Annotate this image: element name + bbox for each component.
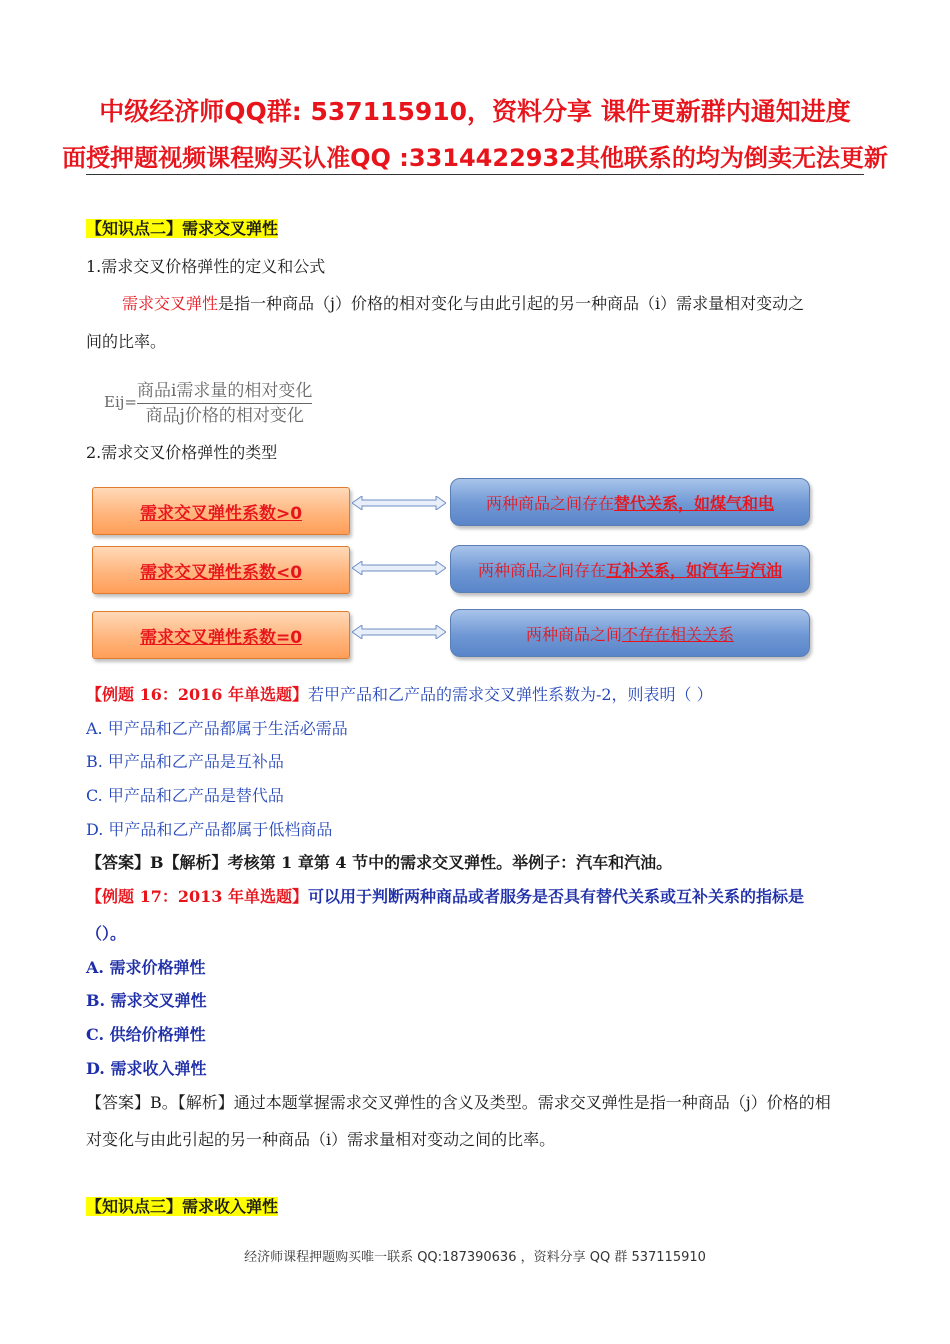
q16-option-c: C. 甲产品和乙产品是替代品 (86, 786, 284, 805)
relation-text: 两种商品之间 (525, 624, 622, 644)
formula-denominator: 商品j价格的相对变化 (145, 406, 304, 426)
formula-lhs: Eij= (104, 393, 137, 411)
q17-question: 可以用于判断两种商品或者服务是否具有替代关系或互补关系的指标是 (307, 887, 804, 906)
section-1-heading: 1.需求交叉价格弹性的定义和公式 (86, 257, 326, 276)
q17-analysis-text: 通过本题掌握需求交叉弹性的含义及类型。需求交叉弹性是指一种商品（j）价格的相 (233, 1093, 831, 1112)
kp2-title-main: 需求交叉弹性 (182, 219, 279, 238)
q16-answer-value: B (150, 853, 164, 872)
q16-analysis-label: 【解析】 (163, 853, 228, 872)
definition-text-1: 是指一种商品（j）价格的相对变化与由此引起的另一种商品（i）需求量相对变动之 (218, 294, 805, 313)
q16-question: 若甲产品和乙产品的需求交叉弹性系数为-2，则表明（ ） (307, 685, 713, 704)
double-arrow-icon (352, 561, 446, 575)
fraction-bar (137, 403, 312, 404)
relation-text: 两种商品之间存在 (477, 560, 606, 580)
definition-line-1 (122, 294, 804, 314)
kp3-title (86, 1197, 278, 1217)
formula-numerator: 商品i需求量的相对变化 (137, 381, 313, 401)
q16-option-d: D. 甲产品和乙产品都属于低档商品 (86, 820, 333, 839)
header-divider (86, 174, 864, 175)
q17-analysis-label: 【解析】 (177, 1093, 234, 1112)
definition-term: 需求交叉弹性 (122, 294, 219, 313)
relation-box-none (450, 609, 810, 657)
q16-option-a: A. 甲产品和乙产品都属于生活必需品 (86, 719, 348, 738)
q17-option-d: D. 需求收入弹性 (86, 1059, 207, 1078)
q17-answer (86, 1093, 831, 1113)
type-box-zero: 需求交叉弹性系数=0 (92, 611, 350, 659)
kp2-title-prefix: 【知识点二】 (86, 219, 183, 238)
q17-option-c: C. 供给价格弹性 (86, 1025, 206, 1044)
header-line-2: 面授押题视频课程购买认准QQ :3314422932其他联系的均为倒卖无法更新 (62, 144, 888, 172)
q17-option-b: B. 需求交叉弹性 (86, 991, 207, 1010)
q17-answer-value: B。 (150, 1093, 178, 1112)
page-footer: 经济师课程押题购买唯一联系 QQ:187390636 ，资料分享 QQ 群 537115910 (244, 1250, 706, 1265)
type-box-negative: 需求交叉弹性系数<0 (92, 546, 350, 594)
double-arrow-icon (352, 496, 446, 510)
q17-label: 【例题 17：2013 年单选题】 (86, 887, 308, 906)
definition-line-2: 间的比率。 (86, 332, 167, 351)
q17-question-cont: （）。 (86, 924, 127, 943)
section-2-heading: 2.需求交叉价格弹性的类型 (86, 443, 278, 462)
type-box-positive: 需求交叉弹性系数>0 (92, 487, 350, 535)
q16-answer (86, 853, 672, 873)
relation-box-substitute (450, 478, 810, 526)
relation-type: 不存在相关关系 (622, 624, 735, 644)
relation-box-complement (450, 545, 810, 593)
q17-stem (86, 887, 804, 907)
q17-option-a: A. 需求价格弹性 (86, 958, 206, 977)
double-arrow-icon (352, 625, 446, 639)
formula-fraction (137, 380, 312, 427)
q17-answer-label: 【答案】 (86, 1093, 151, 1112)
kp3-title-prefix: 【知识点三】 (86, 1197, 183, 1216)
kp3-title-main: 需求收入弹性 (182, 1197, 279, 1216)
relation-type: 替代关系，如煤气和电 (614, 493, 775, 513)
q17-analysis-cont: 对变化与由此引起的另一种商品（i）需求量相对变动之间的比率。 (86, 1130, 556, 1149)
kp2-title (86, 219, 278, 239)
relation-text: 两种商品之间存在 (485, 493, 614, 513)
q16-option-b: B. 甲产品和乙产品是互补品 (86, 752, 284, 771)
q16-analysis-text: 考核第 1 章第 4 节中的需求交叉弹性。举例子：汽车和汽油。 (227, 853, 673, 872)
q16-label: 【例题 16：2016 年单选题】 (86, 685, 308, 704)
q16-stem (86, 685, 713, 705)
header-line-1: 中级经济师QQ群: 537115910，资料分享 课件更新群内通知进度 (99, 97, 851, 126)
relation-type: 互补关系，如汽车与汽油 (606, 560, 783, 580)
q16-answer-label: 【答案】 (86, 853, 151, 872)
